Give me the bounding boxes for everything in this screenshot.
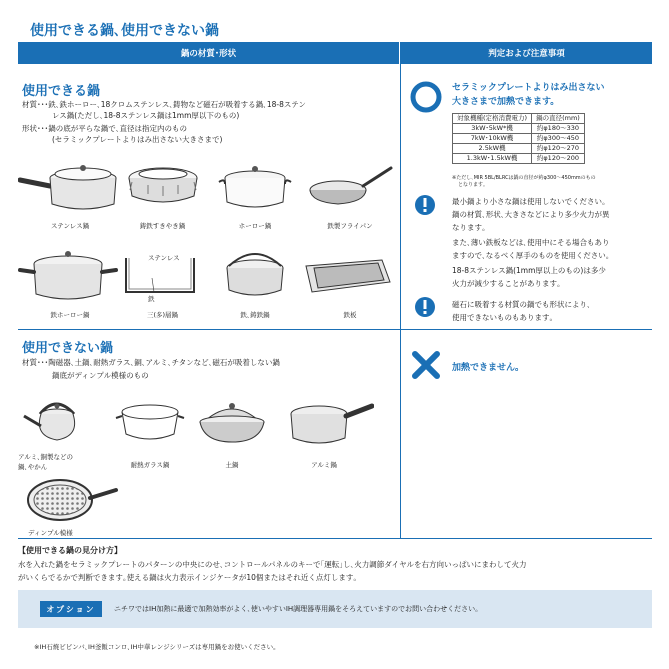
enamel-pot-icon — [215, 160, 295, 215]
row-divider — [18, 329, 652, 330]
header-material-shape: 鍋の材質･形状 — [18, 42, 399, 64]
circle-ok-icon — [409, 80, 443, 114]
ok-text-line: セラミックプレートよりはみ出さない — [452, 83, 605, 93]
table-cell: 約φ120～200 — [532, 154, 585, 164]
usable-item-label: ステンレス鍋 — [50, 222, 90, 230]
table-row — [453, 154, 585, 164]
table-cell: 約φ180～330 — [532, 124, 585, 134]
unusable-item-label: アルミ､銅製などの — [18, 453, 73, 461]
page-title: 使用できる鍋､使用できない鍋 — [30, 23, 219, 39]
howto-title: 【使用できる鍋の見分け方】 — [18, 546, 122, 555]
table-note: ※ただし､MIR 5BL/BLRCは鍋の直径が約φ300～450mmのもの — [452, 175, 596, 181]
table-cell: 1.3kW･1.5kW機 — [453, 154, 532, 164]
iron-frying-pan-icon — [305, 160, 395, 215]
usable-item-label: ホーロー鍋 — [238, 222, 272, 230]
table-row — [453, 134, 585, 144]
howto-line: がいくらでるかで判断できます｡使える鍋は火力表示インジケータが10個またはそれ近く点灯します｡ — [18, 573, 358, 582]
usable-item-label: 鉄ホーロー鍋 — [50, 311, 90, 319]
table-cell: 約φ300～450 — [532, 134, 585, 144]
usable-item-label: 三(多)層鍋 — [146, 311, 179, 319]
table-row — [453, 124, 585, 134]
usable-item-label: 鋳鉄すきやき鍋 — [139, 222, 186, 230]
table-header: 対象機種(定格消費電力) — [453, 114, 532, 124]
unusable-material-line: 鍋底がディンプル模様のもの — [22, 371, 149, 380]
table-row — [453, 144, 585, 154]
cast-iron-pot-icon — [215, 246, 295, 306]
caution-line: 磁石に吸着する材質の鍋でも形状により､ — [452, 300, 591, 309]
glass-pot-icon — [110, 398, 190, 448]
kettle-icon — [18, 386, 98, 446]
ng-text: 加熱できません｡ — [452, 363, 520, 373]
table-note: となります｡ — [458, 182, 486, 188]
unusable-pots-title: 使用できない鍋 — [22, 341, 114, 356]
caution-icon — [414, 194, 436, 216]
table-cell: 約φ120～270 — [532, 144, 585, 154]
dimpled-pan-icon — [20, 476, 120, 524]
aluminum-pot-icon — [284, 398, 374, 453]
ok-text-line: 大きさまで加熱できます。 — [452, 97, 560, 107]
table-header: 鍋の直径(mm) — [532, 114, 585, 124]
iron-enamel-pot-icon — [18, 246, 118, 306]
unusable-item-label: 土鍋 — [225, 461, 239, 469]
header-judgement: 判定および注意事項 — [401, 42, 652, 64]
caution-line: なります｡ — [452, 223, 486, 232]
usable-pots-title: 使用できる鍋 — [22, 84, 101, 99]
usable-shape-line: (セラミックプレートよりはみ出さない大きさまで) — [22, 135, 223, 144]
caution-line: 使用できないものもあります｡ — [452, 313, 554, 322]
layer-label-iron: 鉄 — [148, 295, 155, 303]
footnote: ※IH石焼ビビンバ､IH釜飯コンロ､IH中華レンジシリーズは専用鍋をお使いください｡ — [34, 643, 277, 651]
column-divider — [400, 42, 401, 539]
iron-plate-icon — [300, 252, 395, 302]
option-badge: オプション — [40, 601, 102, 617]
caution-icon — [414, 296, 436, 318]
table-bottom-border — [18, 538, 652, 539]
cast-iron-sukiyaki-pan-icon — [118, 160, 208, 215]
usable-item-label: 鉄製フライパン — [327, 222, 373, 230]
diameter-table — [452, 113, 585, 164]
caution-line: 最小鍋より小さな鍋は使用しないでください｡ — [452, 197, 606, 206]
usable-item-label: 鉄､鋳鉄鍋 — [240, 311, 270, 319]
stainless-pot-icon — [18, 160, 118, 215]
usable-material-line: レス鍋(ただし､18-8ステンレス鍋は1mm厚以下のもの) — [22, 111, 240, 120]
usable-item-label: 鉄板 — [343, 311, 357, 319]
clay-pot-icon — [192, 398, 272, 448]
caution-line: また､薄い鉄板などは､使用中にそる場合もあり — [452, 238, 610, 247]
caution-line: 火力が減少することがあります｡ — [452, 279, 561, 288]
howto-line: 水を入れた鍋をセラミックプレートのパターンの中央にのせ､コントロールパネルのキーで｢運転｣し､火力調節ダイヤルを右方向いっぱいにまわして火力 — [18, 560, 527, 569]
unusable-item-label: ディンプル模様 — [28, 529, 73, 537]
option-text: ニチワではIH加熱に最適で加熱効率がよく､使いやすいIH調理器専用鍋をそろえていますのでお問い合わせください｡ — [114, 605, 479, 613]
layer-label-stainless: ステンレス — [148, 254, 180, 262]
unusable-material-line: 材質･･･陶磁器､土鍋､耐熱ガラス､銅､アルミ､チタンなど､磁石が吸着しない鍋 — [22, 358, 280, 367]
unusable-item-label: アルミ鍋 — [311, 461, 337, 469]
table-cell: 3kW･5kW*機 — [453, 124, 532, 134]
unusable-item-label: 耐熱ガラス鍋 — [130, 461, 170, 469]
usable-material-line: 材質･･･鉄､鉄ホーロー､18クロムステンレス､鋳物など磁石が吸着する鍋､18-8ステン — [22, 100, 306, 109]
cross-ng-icon — [411, 350, 441, 380]
usable-shape-line: 形状･･･鍋の底が平らな鍋で､直径は指定内のもの — [22, 124, 187, 133]
caution-line: 18-8ステンレス鍋(1mm厚以上のもの)は多少 — [452, 266, 606, 275]
unusable-item-label: 鍋､やかん — [18, 463, 48, 471]
caution-line: ますので､なるべく厚手のものを使用ください｡ — [452, 251, 610, 260]
table-cell: 7kW･10kW機 — [453, 134, 532, 144]
caution-line: 鍋の材質､形状､大きさなどにより多少火力が異 — [452, 210, 610, 219]
table-cell: 2.5kW機 — [453, 144, 532, 154]
